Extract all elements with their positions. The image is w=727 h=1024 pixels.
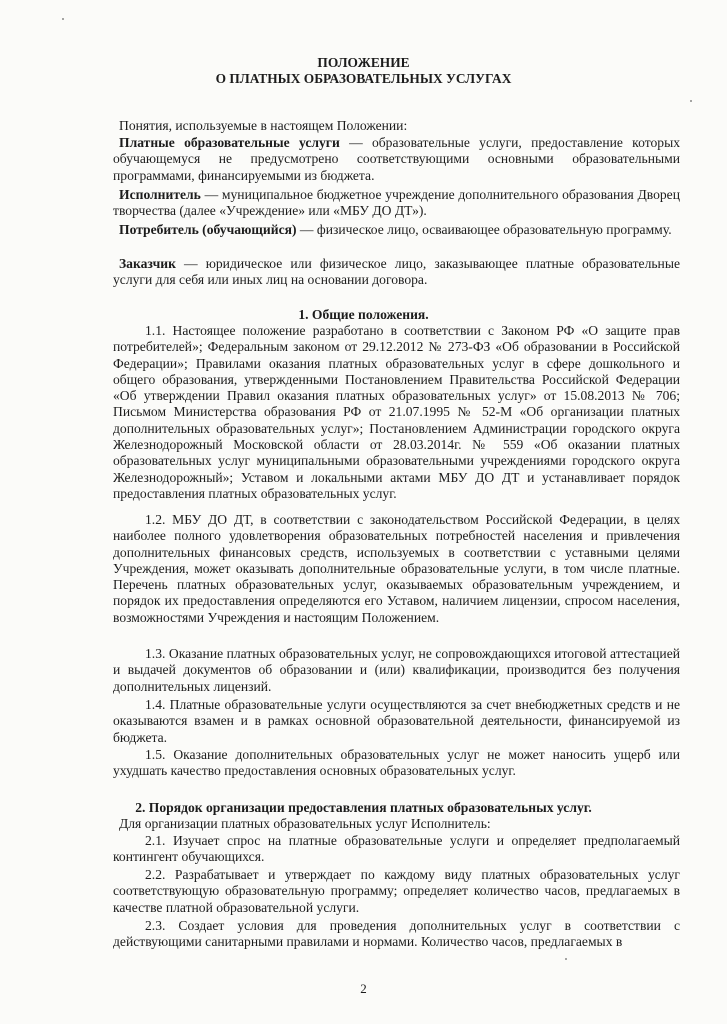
definition-text: — юридическое или физическое лицо, заказывающее платные образовательные услуги для себя или иных лиц на основании договора. — [113, 256, 680, 288]
scan-speck — [565, 958, 567, 960]
paragraph-1-3: 1.3. Оказание платных образовательных услуг, не сопровождающихся итоговой аттестацией и выдачей документов об образовании и (или) квалификации, производится без получения дополнительных лицензий. — [113, 646, 680, 694]
scan-speck — [62, 18, 64, 20]
definition-term: Платные образовательные услуги — [119, 135, 340, 150]
definition-term: Исполнитель — [119, 187, 201, 202]
definition-text: — муниципальное бюджетное учреждение дополнительного образования Дворец творчества (далее «Учреждение» или «МБУ ДО ДТ»). — [113, 187, 680, 219]
section2-heading: 2. Порядок организации предоставления платных образовательных услуг. — [135, 800, 592, 815]
definition-customer — [113, 256, 680, 289]
scan-speck — [690, 100, 692, 102]
concepts-intro: Понятия, используемые в настоящем Положении: — [119, 118, 408, 133]
page-number: 2 — [360, 981, 367, 996]
definition-paid-services — [113, 135, 680, 184]
paragraph-1-4: 1.4. Платные образовательные услуги осуществляются за счет внебюджетных средств и не оказываются взамен и в рамках основной образовательной деятельности, финансируемой из бюджета. — [113, 697, 680, 745]
definition-consumer — [113, 222, 680, 238]
paragraph-1-1: 1.1. Настоящее положение разработано в соответствии с Законом РФ «О защите прав потребителей»; Федеральным законом от 29.12.2012 № 273-ФЗ «Об образовании в Российской Федерации»; Правилами оказания платных образовательных услуг в сфере дошкольного и общего образования, утвержденными Постановлением Правительства Российской Федерации «Об утверждении Правил оказания платных образовательных услуг» от 15.08.2013 № 706; Письмом Министерства образования РФ от 21.07.1995 № 52-М «Об организации платных дополнительных образовательных услуг»; Постановлением Администрации городского округа Железнодорожный Московской области от 28.03.2014г. № 559 «Об оказании платных образовательных услуг муниципальными образовательными учреждениями городского округа Железнодорожный»; Уставом и локальными актами МБУ ДО ДТ и устанавливает порядок предоставления платных образовательных услуг. — [113, 323, 680, 501]
definition-term: Потребитель (обучающийся) — [119, 222, 297, 237]
document-title-line2: О ПЛАТНЫХ ОБРАЗОВАТЕЛЬНЫХ УСЛУГАХ — [215, 71, 512, 86]
definition-contractor — [113, 187, 680, 220]
section2-intro: Для организации платных образовательных услуг Исполнитель: — [119, 816, 491, 831]
paragraph-1-2: 1.2. МБУ ДО ДТ, в соответствии с законодательством Российской Федерации, в целях наиболее полного удовлетворения образовательных потребностей населения и привлечения дополнительных финансовых средств, используемых в соответствии с уставными целями Учреждения, может оказывать дополнительные образовательные услуги, в том числе платные. Перечень платных образовательных услуг, оказываемых образовательным учреждением, и порядок их предоставления определяются его Уставом, наличием лицензии, спросом населения, возможностями Учреждения и настоящим Положением. — [113, 512, 680, 625]
paragraph-1-5: 1.5. Оказание дополнительных образовательных услуг не может наносить ущерб или ухудшать качество предоставления основных образовательных услуг. — [113, 747, 680, 779]
paragraph-2-2: 2.2. Разрабатывает и утверждает по каждому виду платных образовательных услуг соответствующую образовательную программу; определяет количество часов, предлагаемых в качестве платной образовательной услуги. — [113, 867, 680, 915]
paragraph-2-3: 2.3. Создает условия для проведения дополнительных услуг в соответствии с действующими санитарными правилами и нормами. Количество часов, предлагаемых в — [113, 918, 680, 950]
paragraph-2-1: 2.1. Изучает спрос на платные образовательные услуги и определяет предполагаемый контингент обучающихся. — [113, 833, 680, 865]
definition-text: — физическое лицо, осваивающее образовательную программу. — [296, 222, 672, 237]
section1-heading: 1. Общие положения. — [298, 307, 429, 322]
document-title-line1: ПОЛОЖЕНИЕ — [317, 55, 410, 70]
definition-term: Заказчик — [119, 256, 176, 271]
definition-text: — образовательные услуги, предоставление которых обучающемуся не предусмотрено соответствующими основными образовательными программами, финансируемыми из бюджета. — [113, 135, 680, 183]
